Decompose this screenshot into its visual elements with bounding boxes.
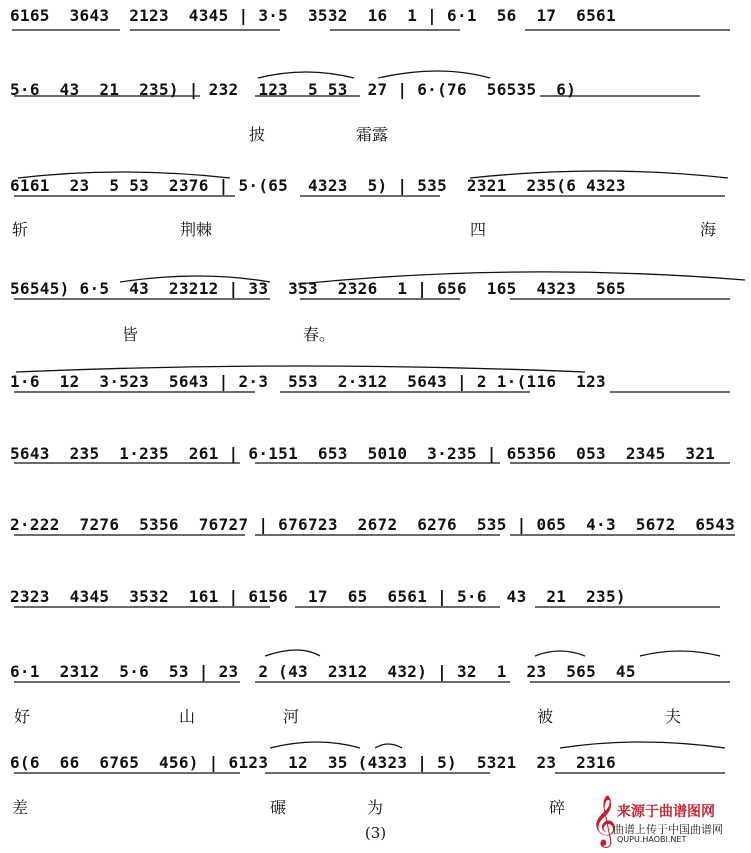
lyric-char: 碾 xyxy=(270,798,287,817)
music-line-9: 6·1 2312 5·6 53 | 23 2 (43 2312 432) | 32 1 23 565 45 xyxy=(10,662,636,681)
lyric-char: 荆棘 xyxy=(180,220,213,239)
treble-clef-icon: 𝄞 xyxy=(590,795,617,846)
lyric-char: 被 xyxy=(537,707,554,726)
watermark xyxy=(587,793,747,849)
lyric-line-4 xyxy=(0,705,751,729)
music-line-5: 1·6 12 3·523 5643 | 2·3 553 2·312 5643 | 2 1·(116 123 xyxy=(10,372,606,391)
lyric-char: 河 xyxy=(283,707,300,726)
music-line-4: 56545) 6·5 43 23212 | 33 353 2326 1 | 656 165 4323 565 xyxy=(10,279,626,298)
watermark-line-3: QUPU.HAOBI.NET xyxy=(617,835,687,844)
music-line-8: 2323 4345 3532 161 | 6156 17 65 6561 | 5·6 43 21 235) xyxy=(10,587,626,606)
watermark-line-1: 来源于曲谱图网 xyxy=(617,804,715,820)
lyric-char: 碎 xyxy=(549,798,566,817)
music-line-1: 6165 3643 2123 4345 | 3·5 3532 16 1 | 6·1 56 17 6561 xyxy=(10,6,616,25)
lyric-char: 披 xyxy=(249,125,266,144)
music-line-7: 2·222 7276 5356 76727 | 676723 2672 6276 535 | 065 4·3 5672 6543 xyxy=(10,515,736,534)
lyric-char: 皆 xyxy=(122,325,139,344)
lyric-line-2 xyxy=(0,218,751,242)
lyric-char: 山 xyxy=(179,707,196,726)
lyric-char: 霜露 xyxy=(356,125,389,144)
lyric-char: 差 xyxy=(12,798,29,817)
watermark-line-2: 曲谱上传于中国曲谱网 xyxy=(613,823,723,836)
lyric-char: 海 xyxy=(700,220,717,239)
page-number: (3) xyxy=(364,824,387,842)
lyric-char: 夫 xyxy=(665,707,682,726)
lyric-char: 春。 xyxy=(303,325,336,344)
music-line-3: 6161 23 5 53 2376 | 5·(65 4323 5) | 535 2321 235(6 4323 xyxy=(10,176,626,195)
lyric-char: 斩 xyxy=(12,220,29,239)
lyric-char: 好 xyxy=(14,707,31,726)
lyric-char: 四 xyxy=(470,220,487,239)
music-line-10: 6(6 66 6765 456) | 6123 12 35 (4323 | 5) 5321 23 2316 xyxy=(10,753,616,772)
music-line-6: 5643 235 1·235 261 | 6·151 653 5010 3·235 | 65356 053 2345 321 xyxy=(10,444,716,463)
lyric-char: 为 xyxy=(367,798,384,817)
music-line-2: 5·6 43 21 235) | 232 123 5 53 27 | 6·(76 56535 6) xyxy=(10,80,577,99)
lyric-line-1 xyxy=(0,123,751,147)
lyric-line-3 xyxy=(0,323,751,347)
